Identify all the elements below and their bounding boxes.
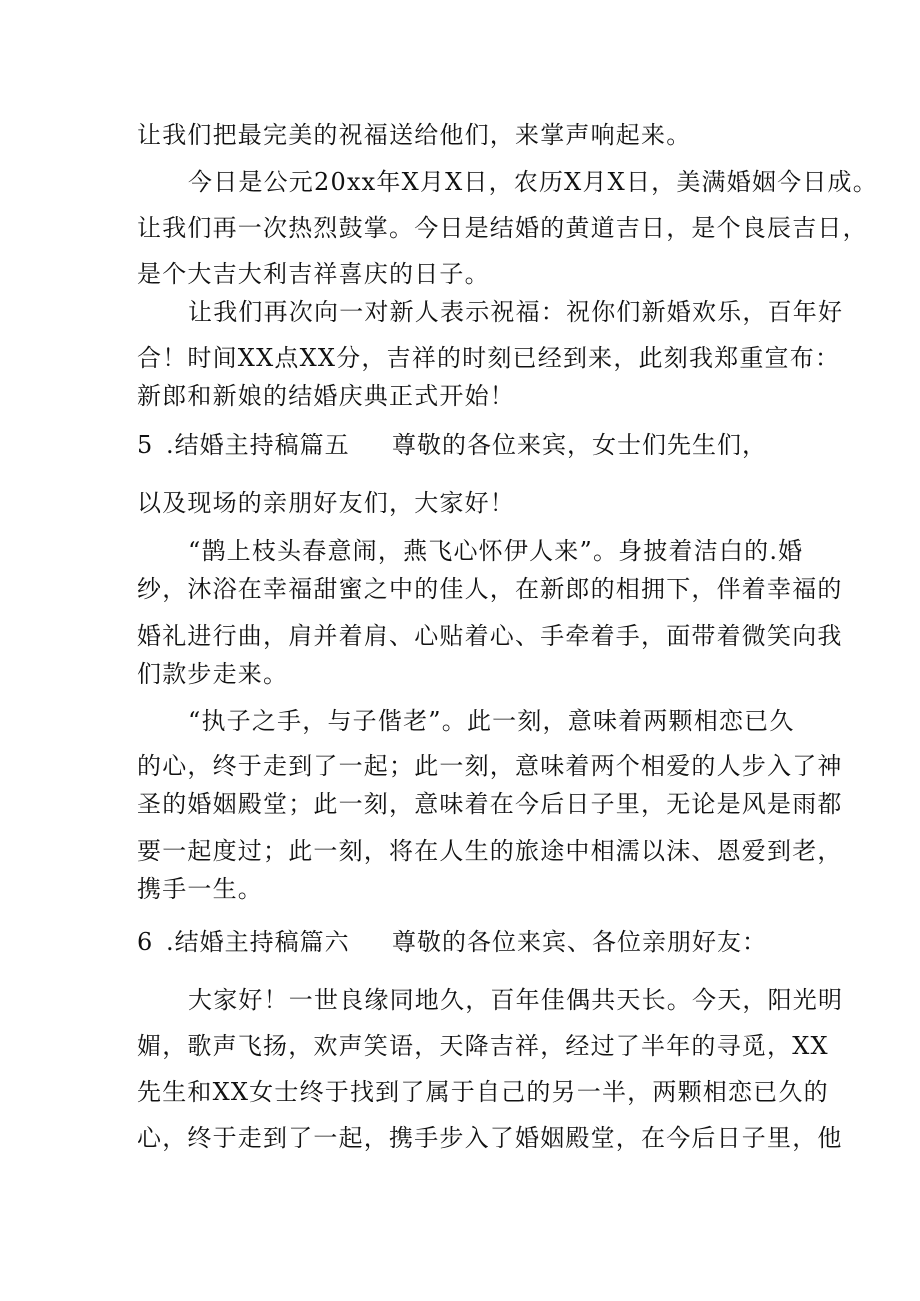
text-line: 要一起度过；此一刻，将在人生的旅途中相濡以沫、恩爱到老， xyxy=(137,837,843,865)
text-line: 的心，终于走到了一起；此一刻，意味着两个相爱的人步入了神 xyxy=(137,752,843,780)
section-number: 5 xyxy=(137,431,153,459)
text-line: 携手一生。 xyxy=(137,875,263,903)
text-line: 大家好！一世良缘同地久，百年佳偶共天长。今天，阳光明 xyxy=(188,986,844,1014)
section-greeting: 尊敬的各位来宾，女士们先生们， xyxy=(392,431,767,459)
text-line: 媚，歌声飞扬，欢声笑语，天降吉祥，经过了半年的寻觅，XX xyxy=(137,1032,829,1060)
text-line: 今日是公元20xx年X月X日，农历X月X日，美满婚姻今日成。 xyxy=(188,168,878,196)
text-line: 是个大吉大利吉祥喜庆的日子。 xyxy=(137,260,490,288)
text-line: 婚礼进行曲，肩并着肩、心贴着心、手牵着手，面带着微笑向我 xyxy=(137,622,843,650)
text-line: 让我们再次向一对新人表示祝福：祝你们新婚欢乐，百年好 xyxy=(188,298,844,326)
text-line: 们款步走来。 xyxy=(137,660,289,688)
text-line: 圣的婚姻殿堂；此一刻，意味着在今后日子里，无论是风是雨都 xyxy=(137,790,843,818)
text-line: 合！时间XX点XX分，吉祥的时刻已经到来，此刻我郑重宣布： xyxy=(137,344,841,372)
text-line: 先生和XX女士终于找到了属于自己的另一半，两颗相恋已久的 xyxy=(137,1078,829,1106)
section-title: .结婚主持稿篇五 xyxy=(166,431,350,459)
text-line: “鹊上枝头春意闹，燕飞心怀伊人来”。身披着洁白的.婚 xyxy=(188,537,804,565)
text-line: 纱，沐浴在幸福甜蜜之中的佳人，在新郎的相拥下，伴着幸福的 xyxy=(137,575,843,603)
text-line: 新郎和新娘的结婚庆典正式开始！ xyxy=(137,382,515,410)
section-number: 6 xyxy=(137,928,153,956)
text-line: 心，终于走到了一起，携手步入了婚姻殿堂，在今后日子里，他 xyxy=(137,1124,843,1152)
text-line: “执子之手，与子偕老”。此一刻，意味着两颗相恋已久 xyxy=(188,707,795,735)
section-title: .结婚主持稿篇六 xyxy=(166,928,350,956)
text-line: 以及现场的亲朋好友们，大家好！ xyxy=(137,489,515,517)
text-line: 让我们把最完美的祝福送给他们，来掌声响起来。 xyxy=(137,121,692,149)
text-line: 让我们再一次热烈鼓掌。今日是结婚的黄道吉日，是个良辰吉日， xyxy=(137,214,868,242)
section-greeting: 尊敬的各位来宾、各位亲朋好友： xyxy=(392,928,767,956)
